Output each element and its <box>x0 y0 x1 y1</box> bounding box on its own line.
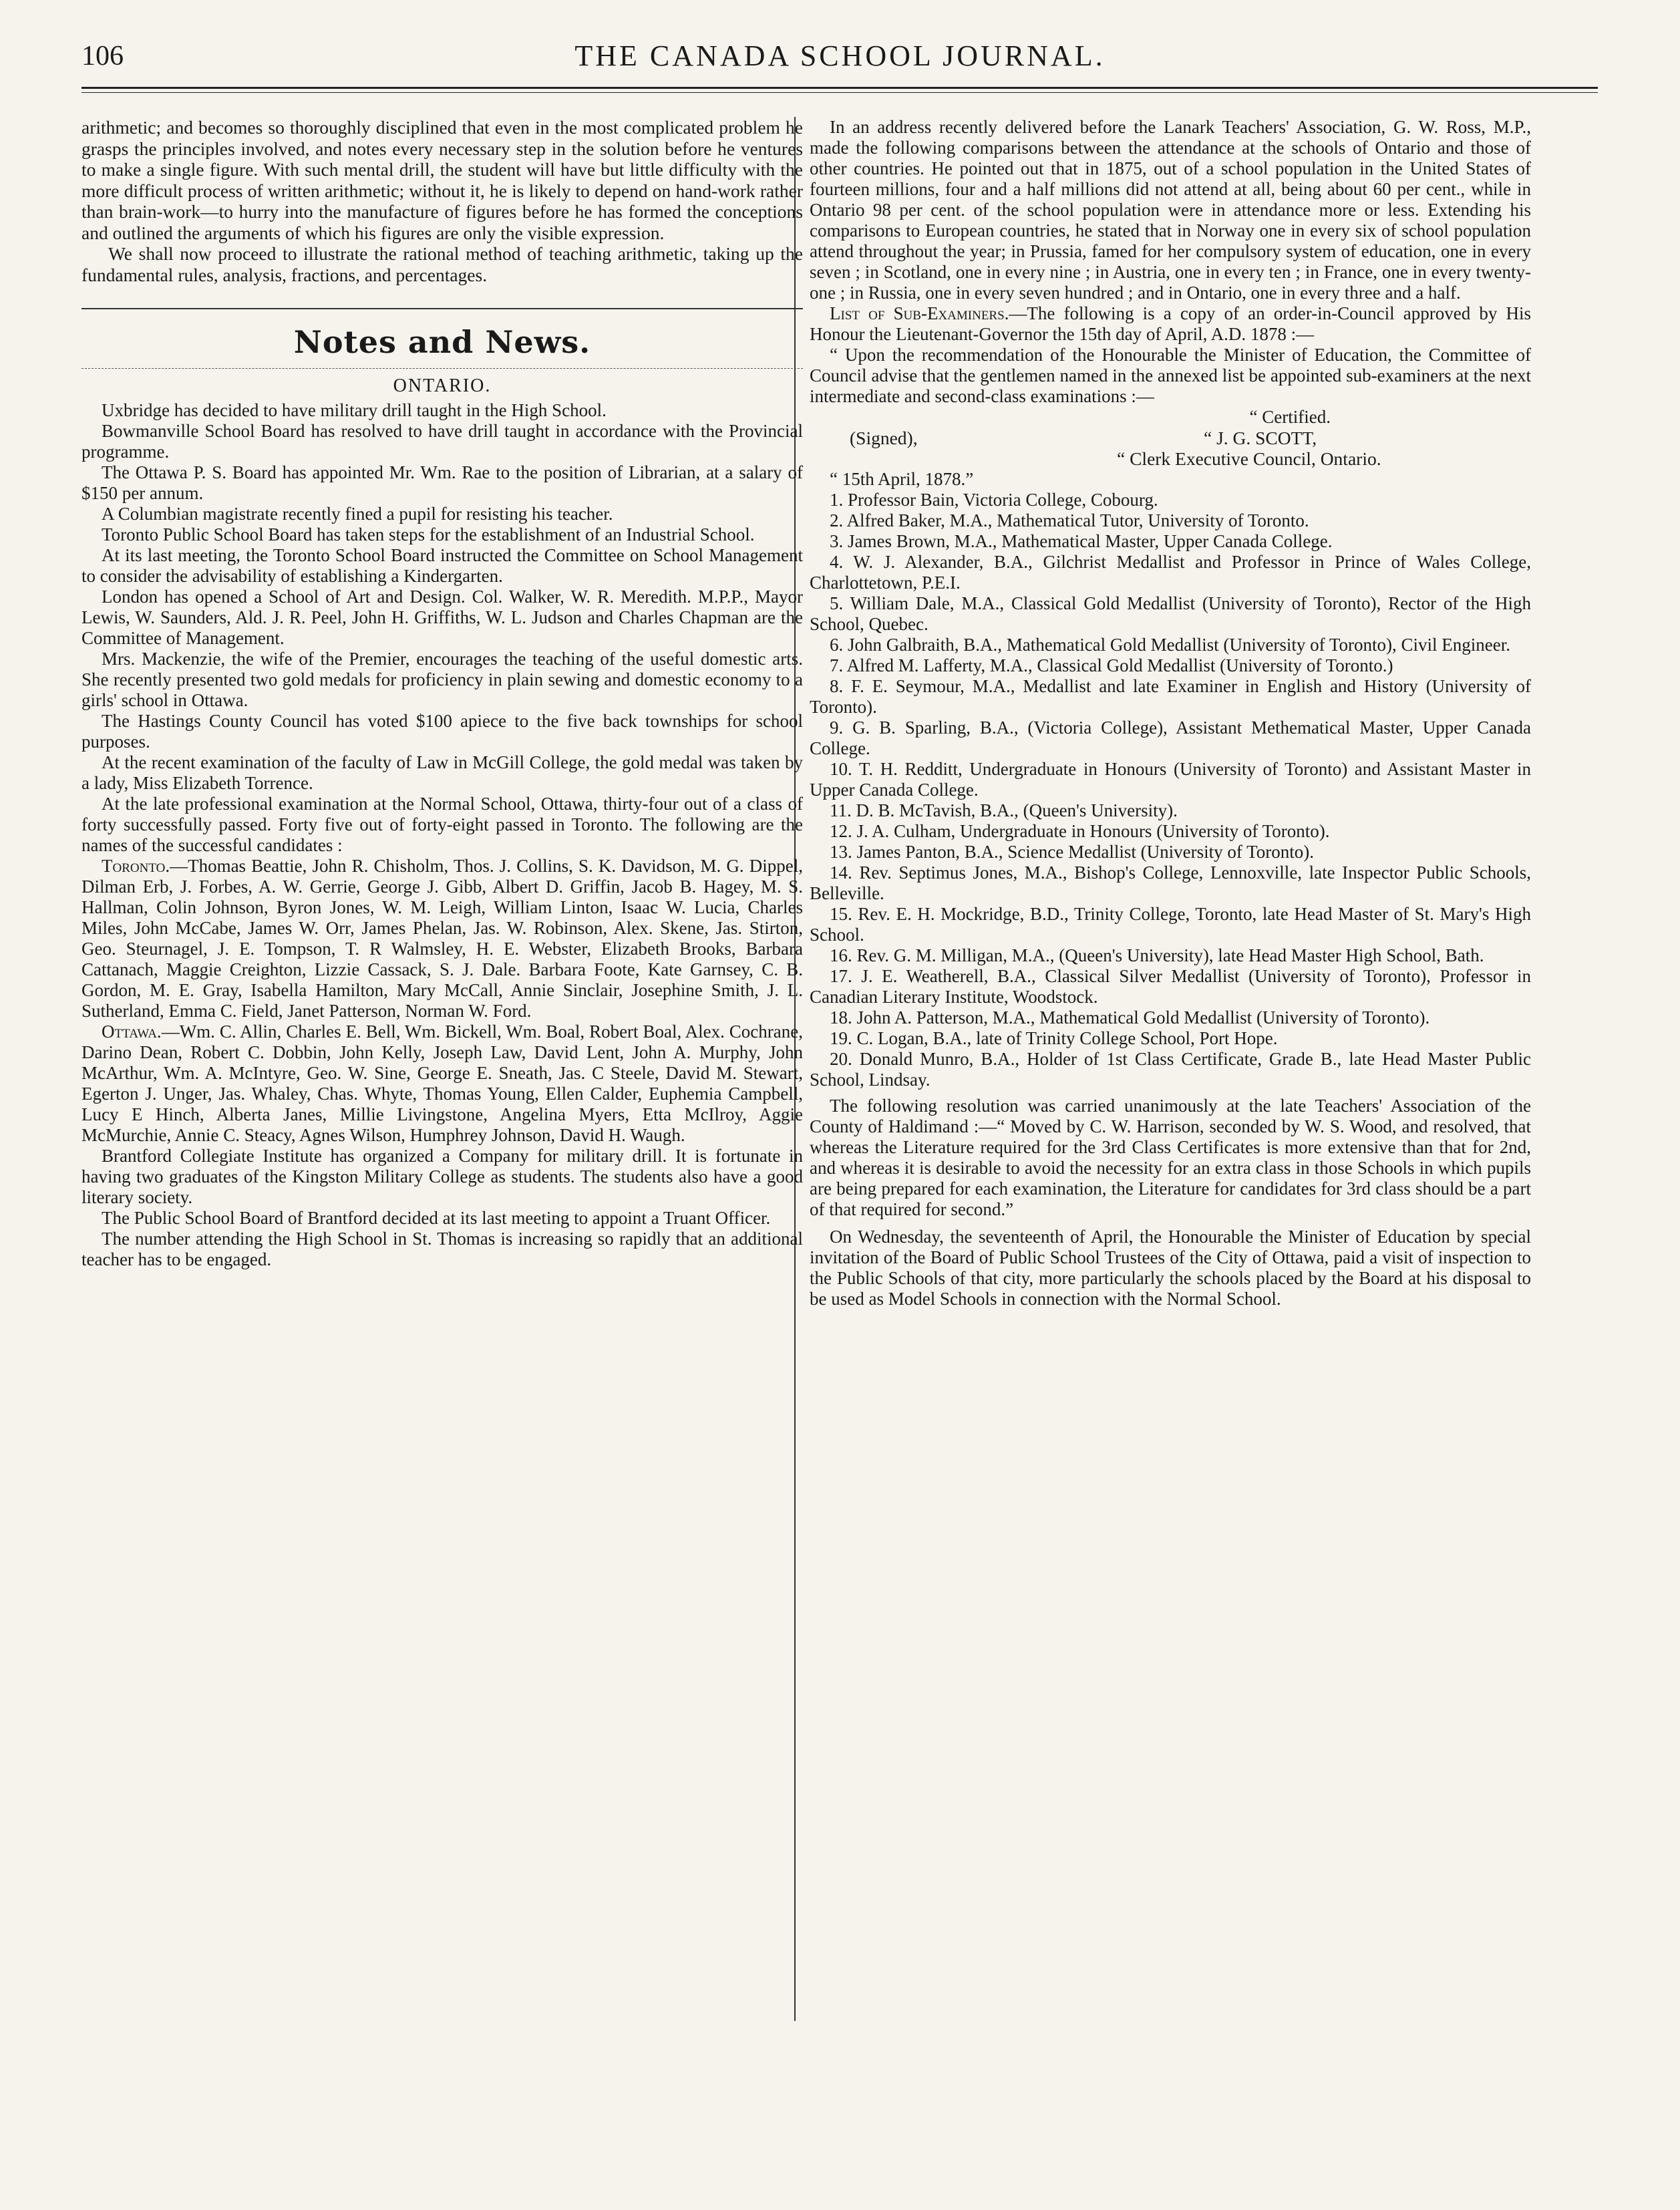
examiner-entry: 6. John Galbraith, B.A., Mathematical Gold Medallist (University of Toronto), Civil Engineer. <box>830 635 1510 655</box>
examiner-entry: 2. Alfred Baker, M.A., Mathematical Tutor, University of Toronto. <box>830 510 1309 530</box>
order-in-council: “ Upon the recommendation of the Honourable the Minister of Education, the Committee of Council advise that the gentlemen named in the annexed list be appointed sub-examiners at the next intermediate and second-class examinations :— <box>810 345 1531 406</box>
certified-line: “ Certified. <box>1249 407 1331 427</box>
header-rule-thin <box>81 92 1598 93</box>
ottawa-candidates <box>81 1021 803 1146</box>
section-heading <box>81 324 803 360</box>
intro-paragraph: arithmetic; and becomes so thoroughly disciplined that even in the most complicated problem he grasps the principles involved, and notes every necessary step in the solution before he ventures to make a single figure. With such mental drill, the student will have but little difficulty with the more difficult process of written arithmetic; without it, he is likely to depend on hand-work rather than brain-work—to hurry into the manufacture of figures before he has formed the conceptions and outlined the arguments of which his figures are only the visible expression. <box>81 117 803 243</box>
signed-label: (Signed), <box>850 428 918 448</box>
news-item: The number attending the High School in St. Thomas is increasing so rapidly that an additional teacher has to be engaged. <box>81 1229 803 1269</box>
examiner-entry: 16. Rev. G. M. Milligan, M.A., (Queen's University), late Head Master High School, Bath. <box>830 945 1484 965</box>
list-intro: —The following is a copy of an order-in-Council approved by His Honour the Lieutenant-Governor the 15th day of April, A.D. 1878 :— <box>810 303 1532 344</box>
haldimand-resolution: The following resolution was carried unanimously at the late Teachers' Association of the County of Haldimand :—“ Moved by C. W. Harrison, seconded by W. S. Wood, and resolved, that whereas the Literature required for the 3rd Class Certificates is more extensive than that for 2nd, and whereas it is desirable to avoid the necessity for an extra class in those Schools in which pupils are being prepared for each examination, the Literature for candidates for 3rd class should be a part of that required for second.” <box>810 1096 1531 1219</box>
news-item: Uxbridge has decided to have military drill taught in the High School. <box>102 400 607 420</box>
intro-paragraph: We shall now proceed to illustrate the rational method of teaching arithmetic, taking up the fundamental rules, analysis, fractions, and percentages. <box>81 243 803 285</box>
examiner-entry: 12. J. A. Culham, Undergraduate in Honours (University of Toronto). <box>830 821 1330 841</box>
examiner-entry: 9. G. B. Sparling, B.A., (Victoria College), Assistant Methematical Master, Upper Canada College. <box>810 718 1531 758</box>
news-item: At the late professional examination at the Normal School, Ottawa, thirty-four out of a class of forty successfully passed. Forty five out of forty-eight passed in Toronto. The following are the names of the successful candidates : <box>81 794 803 855</box>
examiner-entry: 11. D. B. McTavish, B.A., (Queen's University). <box>830 800 1178 820</box>
examiner-entry: 3. James Brown, M.A., Mathematical Master, Upper Canada College. <box>830 531 1333 551</box>
left-column <box>81 117 803 1270</box>
news-item: London has opened a School of Art and Design. Col. Walker, W. R. Meredith. M.P.P., Mayor Lewis, W. Saunders, Ald. J. R. Peel, John H. Griffiths, W. L. Judson and Charles Chapman are the Committee of Management. <box>81 587 803 648</box>
examiner-entry: 4. W. J. Alexander, B.A., Gilchrist Medallist and Professor in Prince of Wales College, Charlottetown, P.E.I. <box>810 552 1531 593</box>
examiner-entry: 8. F. E. Seymour, M.A., Medallist and late Examiner in English and History (University of Toronto). <box>810 676 1531 717</box>
subsection-title: ONTARIO. <box>393 375 492 396</box>
news-item: Mrs. Mackenzie, the wife of the Premier, encourages the teaching of the useful domestic arts. She recently presented two gold medals for proficiency in plain sewing and domestic economy to a girls' school in Ottawa. <box>81 649 803 710</box>
news-item: A Columbian magistrate recently fined a pupil for resisting his teacher. <box>102 504 613 524</box>
toronto-label: Toronto. <box>102 856 170 876</box>
journal-title: THE CANADA SCHOOL JOURNAL. <box>574 39 1106 72</box>
ottawa-names: —Wm. C. Allin, Charles E. Bell, Wm. Bickell, Wm. Boal, Robert Boal, Alex. Cochrane, Darino Dean, Robert C. Dobbin, John Kelly, Joseph Law, David Lent, John A. Murphy, John McArthur, Wm. A. McIntyre, Geo. W. Sine, George E. Sneath, Jas. C Steele, David M. Stewart, Egerton J. Unger, Jas. Whaley, Chas. Whyte, Thomas Young, Ellen Calder, Euphemia Campbell, Lucy E Hinch, Alberta Janes, Millie Livingstone, Angelina Myers, Etta McIlroy, Aggie McMurchie, Annie C. Steacy, Agnes Wilson, Humphrey Johnson, David H. Waugh. <box>81 1021 803 1145</box>
news-item: The Public School Board of Brantford decided at its last meeting to appoint a Truant Officer. <box>102 1208 771 1228</box>
section-rule <box>81 368 803 369</box>
date-line: “ 15th April, 1878.” <box>830 469 974 489</box>
toronto-names: —Thomas Beattie, John R. Chisholm, Thos. J. Collins, S. K. Davidson, M. G. Dippel, Dilman Erb, J. Forbes, A. W. Gerrie, George J. Gibb, Albert D. Griffin, Jacob B. Hagey, M. S. Hallman, Colin Johnson, Byron Jones, W. M. Leigh, William Linton, Isaac W. Lucia, Charles Miles, John McCabe, James W. Orr, James Phelan, Jas. W. Robinson, Alex. Skene, Jas. Stirton, Geo. Steurnagel, J. E. Tompson, T. R Walmsley, H. E. Webster, Elizabeth Brooks, Barbara Cattanach, Maggie Creighton, Lizzie Cassack, S. J. Dale. Barbara Foote, Kate Garnsey, C. B. Gordon, M. E. Gray, Isabella Hamilton, Mary McCall, Annie Sinclair, Josephine Smith, J. L. Sutherland, Emma C. Field, Janet Patterson, Norman W. Ford. <box>81 856 803 1021</box>
page-header <box>0 0 1680 77</box>
sub-examiners-intro <box>810 303 1531 345</box>
examiner-entry: 7. Alfred M. Lafferty, M.A., Classical Gold Medallist (University of Toronto.) <box>830 655 1393 675</box>
examiner-entry: 18. John A. Patterson, M.A., Mathematical Gold Medallist (University of Toronto). <box>830 1007 1430 1028</box>
news-item: Bowmanville School Board has resolved to have drill taught in accordance with the Provincial programme. <box>81 421 803 462</box>
examiner-entry: 20. Donald Munro, B.A., Holder of 1st Class Certificate, Grade B., late Head Master Public School, Lindsay. <box>810 1049 1531 1090</box>
section-title: Notes and News. <box>293 324 591 360</box>
examiner-entry: 1. Professor Bain, Victoria College, Cobourg. <box>830 490 1158 510</box>
ottawa-visit: On Wednesday, the seventeenth of April, the Honourable the Minister of Education by special invitation of the Board of Public School Trustees of the City of Ottawa, paid a visit of inspection to the Public Schools of that city, more particularly the schools placed by the Board at his disposal to be used as Model Schools in connection with the Normal School. <box>810 1227 1531 1309</box>
examiner-entry: 17. J. E. Weatherell, B.A., Classical Silver Medallist (University of Toronto), Professor in Canadian Literary Institute, Woodstock. <box>810 966 1531 1007</box>
header-rule <box>81 87 1598 89</box>
signer-title: “ Clerk Executive Council, Ontario. <box>1117 448 1381 469</box>
examiner-entry: 5. William Dale, M.A., Classical Gold Medallist (University of Toronto), Rector of the High School, Quebec. <box>810 593 1531 634</box>
signature-block <box>810 428 1531 469</box>
examiner-entry: 14. Rev. Septimus Jones, M.A., Bishop's College, Lennoxville, late Inspector Public Schools, Belleville. <box>810 862 1531 903</box>
examiner-entry: 10. T. H. Redditt, Undergraduate in Honours (University of Toronto) and Assistant Master in Upper Canada College. <box>810 759 1531 800</box>
signer-name: “ J. G. SCOTT, <box>1204 428 1317 448</box>
examiner-entry: 15. Rev. E. H. Mockridge, B.D., Trinity College, Toronto, late Head Master of St. Mary's High School. <box>810 904 1531 945</box>
section-rule <box>81 308 803 309</box>
right-column <box>810 117 1531 1309</box>
news-item: At its last meeting, the Toronto School Board instructed the Committee on School Management to consider the advisability of establishing a Kindergarten. <box>81 545 803 586</box>
attendance-paragraph: In an address recently delivered before the Lanark Teachers' Association, G. W. Ross, M.P., made the following comparisons between the attendance at the schools of Ontario and those of other countries. He pointed out that in 1875, out of a school population in the United States of fourteen millions, four and a half millions did not attend at all, being about 60 per cent., while in Ontario 98 per cent. of the school population were in attendance more or less. Extending his comparisons to European countries, he stated that in Norway one in every six of school population attend throughout the year; in Prussia, famed for her compulsory system of education, one in every seven ; in Scotland, one in every nine ; in Austria, one in every ten ; in France, one in every twenty-one ; in Russia, one in every seven hundred ; and in Ontario, one in every three and a half. <box>810 117 1531 303</box>
examiner-entry: 13. James Panton, B.A., Science Medallist (University of Toronto). <box>830 842 1315 862</box>
news-item: Toronto Public School Board has taken steps for the establishment of an Industrial School. <box>102 524 755 544</box>
examiner-entry: 19. C. Logan, B.A., late of Trinity College School, Port Hope. <box>830 1028 1278 1048</box>
news-item: At the recent examination of the faculty of Law in McGill College, the gold medal was taken by a lady, Miss Elizabeth Torrence. <box>81 752 803 793</box>
news-item: The Ottawa P. S. Board has appointed Mr. Wm. Rae to the position of Librarian, at a salary of $150 per annum. <box>81 462 803 503</box>
list-label: List of Sub-Examiners. <box>830 303 1009 323</box>
news-item: The Hastings County Council has voted $100 apiece to the five back townships for school purposes. <box>81 711 803 752</box>
page-number: 106 <box>81 41 124 71</box>
toronto-candidates <box>81 856 803 1021</box>
ottawa-label: Ottawa. <box>102 1021 162 1042</box>
news-item: Brantford Collegiate Institute has organized a Company for military drill. It is fortunate in having two graduates of the Kingston Military College as students. The students also have a good literary society. <box>81 1146 803 1207</box>
